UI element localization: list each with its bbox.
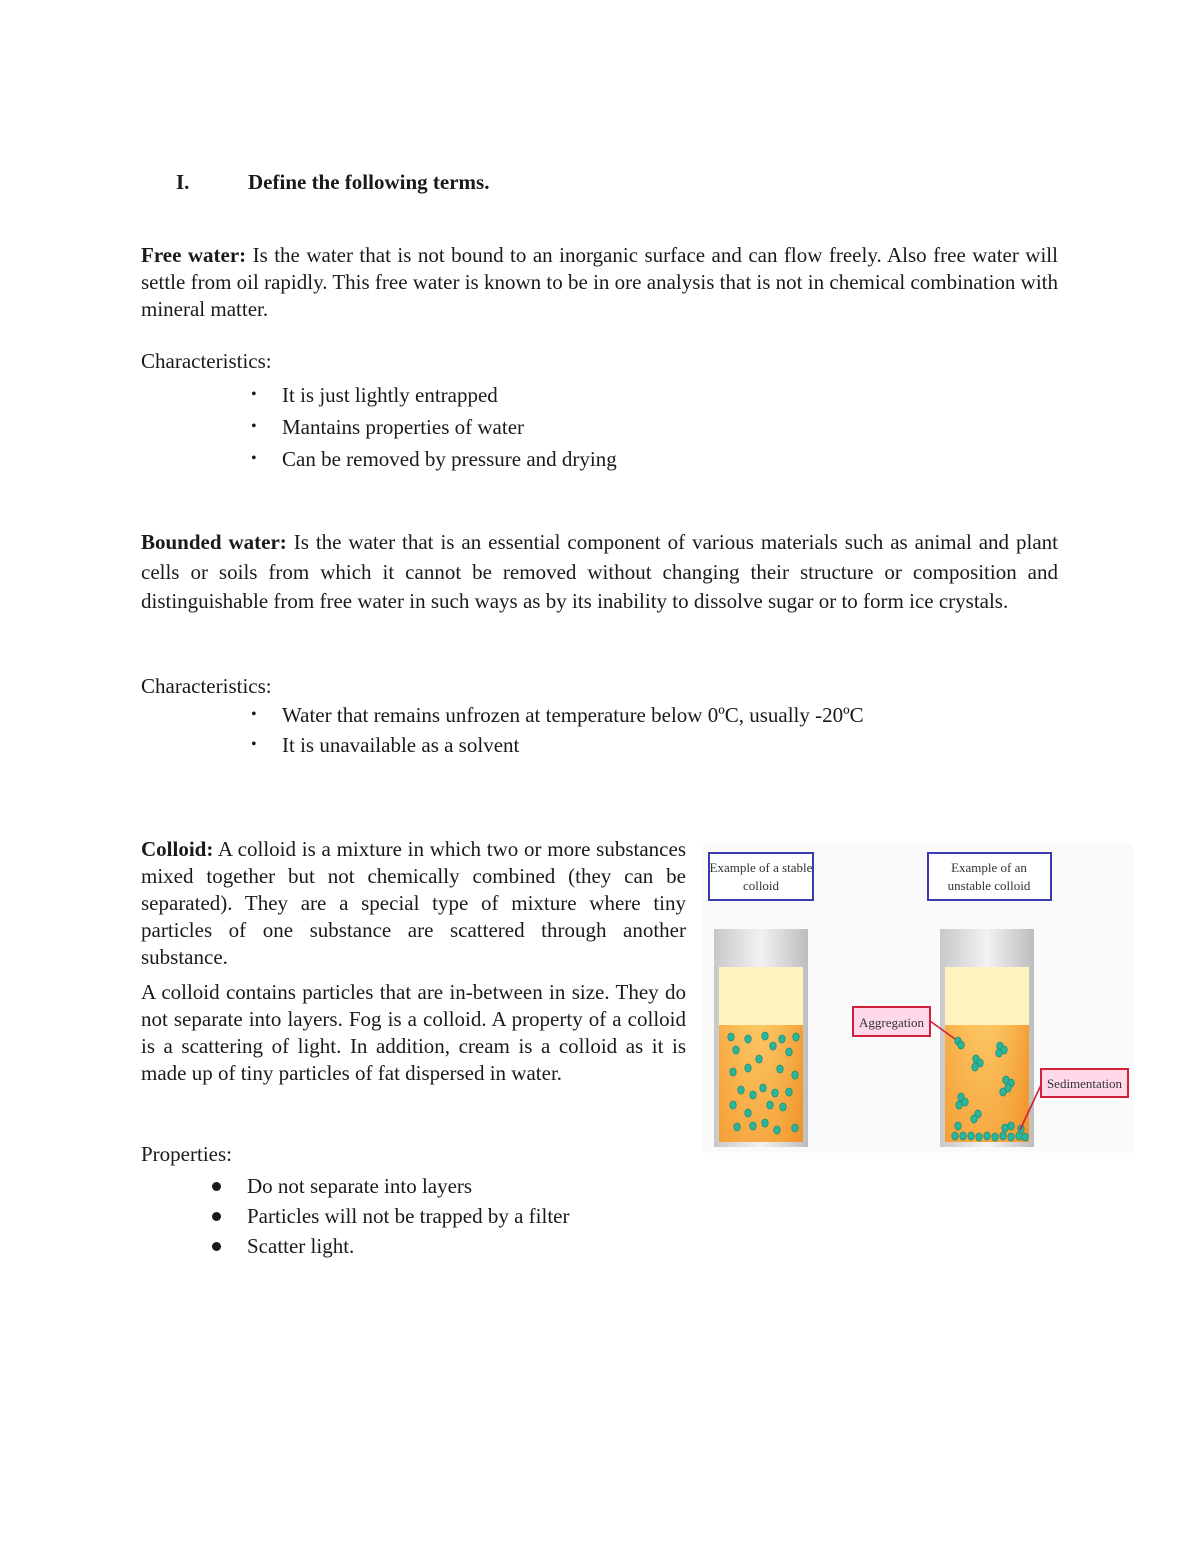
list-item: Scatter light.: [210, 1231, 570, 1261]
free-water-definition: Is the water that is not bound to an inorganic surface and can flow freely. Also free water will settle from oil rapidly. This free water is known to be in ore analysis that is not in chemical combination with mineral matter.: [141, 243, 1058, 321]
aggregation-label: Aggregation: [859, 1015, 924, 1030]
bullet-icon: [212, 1242, 221, 1251]
bullet-icon: [212, 1212, 221, 1221]
colloid-figure: [703, 843, 1133, 1153]
list-item: • Can be removed by pressure and drying: [245, 443, 617, 475]
sedimentation-label: Sedimentation: [1046, 1076, 1123, 1091]
section-title: Define the following terms.: [248, 170, 490, 194]
bullet-icon: •: [251, 450, 257, 467]
section-heading: [176, 170, 489, 195]
list-item: • Mantains properties of water: [245, 411, 617, 443]
bullet-icon: •: [251, 706, 257, 723]
list-item: • It is unavailable as a solvent: [245, 730, 864, 760]
colloid-definition: A colloid is a mixture in which two or more substances mixed together but not chemically combined (they can be separated). They are a special type of mixture where tiny particles of one substance are scattered through another substance.: [141, 837, 686, 969]
stable-caption-line2: colloid: [742, 878, 780, 893]
colloid-properties-list: [210, 1171, 570, 1261]
bullet-icon: [212, 1182, 221, 1191]
list-item: Do not separate into layers: [210, 1171, 570, 1201]
colloid-illustration: [703, 843, 1133, 1153]
free-water-term: Free water:: [141, 243, 247, 267]
bullet-icon: •: [251, 736, 257, 753]
bounded-water-term: Bounded water:: [141, 530, 287, 554]
stable-caption-line1: Example of a stable: [709, 860, 813, 875]
free-water-characteristics-list: [245, 379, 617, 475]
section-number: I.: [176, 170, 190, 194]
stable-tube: [714, 929, 808, 1147]
bounded-water-paragraph: [141, 528, 1058, 617]
unstable-caption-line2: unstable colloid: [947, 878, 1031, 893]
bounded-water-characteristics-label: Characteristics:: [141, 674, 272, 698]
bounded-water-definition: Is the water that is an essential component of various materials such as animal and plant cells or soils from which it cannot be removed without changing their structure or composition and distinguishable from free water in such ways as by its inability to dissolve sugar or to form ice crystals.: [141, 530, 1058, 613]
colloid-properties-label: Properties:: [141, 1142, 232, 1166]
bounded-water-characteristics-list: [245, 700, 864, 760]
free-water-characteristics-label: Characteristics:: [141, 349, 272, 373]
list-item: • It is just lightly entrapped: [245, 379, 617, 411]
colloid-paragraph-2: A colloid contains particles that are in-between in size. They do not separate into layers. Fog is a colloid. A property of a colloid is a scattering of light. In addition, cream is a colloid as it is made up of tiny particles of fat dispersed in water.: [141, 980, 686, 1085]
colloid-term: Colloid:: [141, 837, 214, 861]
free-water-paragraph: [141, 242, 1058, 323]
list-item: • Water that remains unfrozen at temperature below 0ºC, usually -20ºC: [245, 700, 864, 730]
colloid-paragraph: [141, 836, 686, 971]
bullet-icon: •: [251, 386, 257, 403]
list-item: Particles will not be trapped by a filter: [210, 1201, 570, 1231]
bullet-icon: •: [251, 418, 257, 435]
unstable-caption-line1: Example of an: [951, 860, 1027, 875]
